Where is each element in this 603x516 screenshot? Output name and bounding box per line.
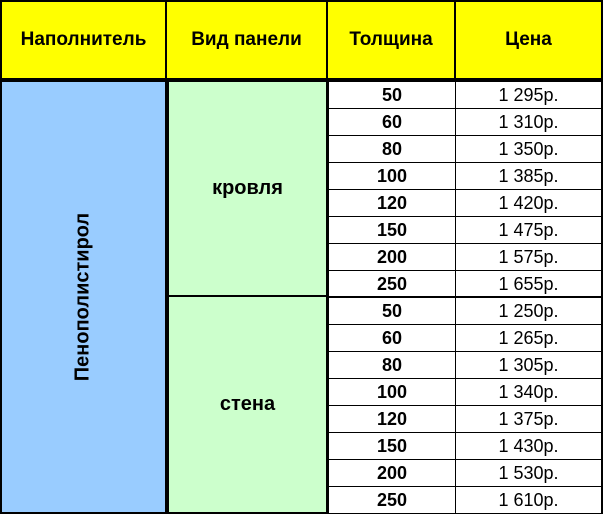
price-cell: 1 420р. (456, 190, 603, 217)
thickness-cell: 80 (328, 352, 456, 379)
thickness-cell: 120 (328, 406, 456, 433)
table-row (328, 244, 603, 271)
table-row (328, 352, 603, 379)
thickness-cell: 100 (328, 379, 456, 406)
table-row (328, 271, 603, 298)
header-panel-type: Вид панели (167, 0, 328, 80)
price-cell: 1 575р. (456, 244, 603, 271)
table-row (328, 379, 603, 406)
price-cell: 1 340р. (456, 379, 603, 406)
thickness-cell: 100 (328, 163, 456, 190)
table-row (328, 217, 603, 244)
table-row (328, 325, 603, 352)
thickness-cell: 50 (328, 298, 456, 325)
table-row (328, 82, 603, 109)
price-cell: 1 250р. (456, 298, 603, 325)
thickness-cell: 50 (328, 82, 456, 109)
price-cell: 1 530р. (456, 460, 603, 487)
price-cell: 1 385р. (456, 163, 603, 190)
price-cell: 1 655р. (456, 271, 603, 298)
panel-type-roof: кровля (167, 80, 328, 297)
price-cell: 1 295р. (456, 82, 603, 109)
table-row (328, 460, 603, 487)
price-cell: 1 350р. (456, 136, 603, 163)
thickness-cell: 60 (328, 109, 456, 136)
table-row (328, 136, 603, 163)
header-thickness: Толщина (328, 0, 456, 80)
table-row (328, 406, 603, 433)
price-cell: 1 610р. (456, 487, 603, 514)
panel-type-wall: стена (167, 295, 328, 514)
price-cell: 1 310р. (456, 109, 603, 136)
thickness-cell: 60 (328, 325, 456, 352)
price-cell: 1 475р. (456, 217, 603, 244)
table-row (328, 298, 603, 325)
thickness-cell: 120 (328, 190, 456, 217)
thickness-cell: 200 (328, 244, 456, 271)
thickness-cell: 150 (328, 433, 456, 460)
thickness-cell: 250 (328, 487, 456, 514)
price-cell: 1 375р. (456, 406, 603, 433)
filler-label: Пенополистирол (71, 212, 94, 382)
price-cell: 1 430р. (456, 433, 603, 460)
thickness-cell: 250 (328, 271, 456, 298)
table-row (328, 487, 603, 514)
header-filler: Наполнитель (0, 0, 167, 80)
thickness-cell: 200 (328, 460, 456, 487)
table-row (328, 163, 603, 190)
header-price: Цена (456, 0, 603, 80)
table-row (328, 190, 603, 217)
price-cell: 1 265р. (456, 325, 603, 352)
price-cell: 1 305р. (456, 352, 603, 379)
thickness-cell: 150 (328, 217, 456, 244)
table-row (328, 109, 603, 136)
thickness-cell: 80 (328, 136, 456, 163)
table-row (328, 433, 603, 460)
